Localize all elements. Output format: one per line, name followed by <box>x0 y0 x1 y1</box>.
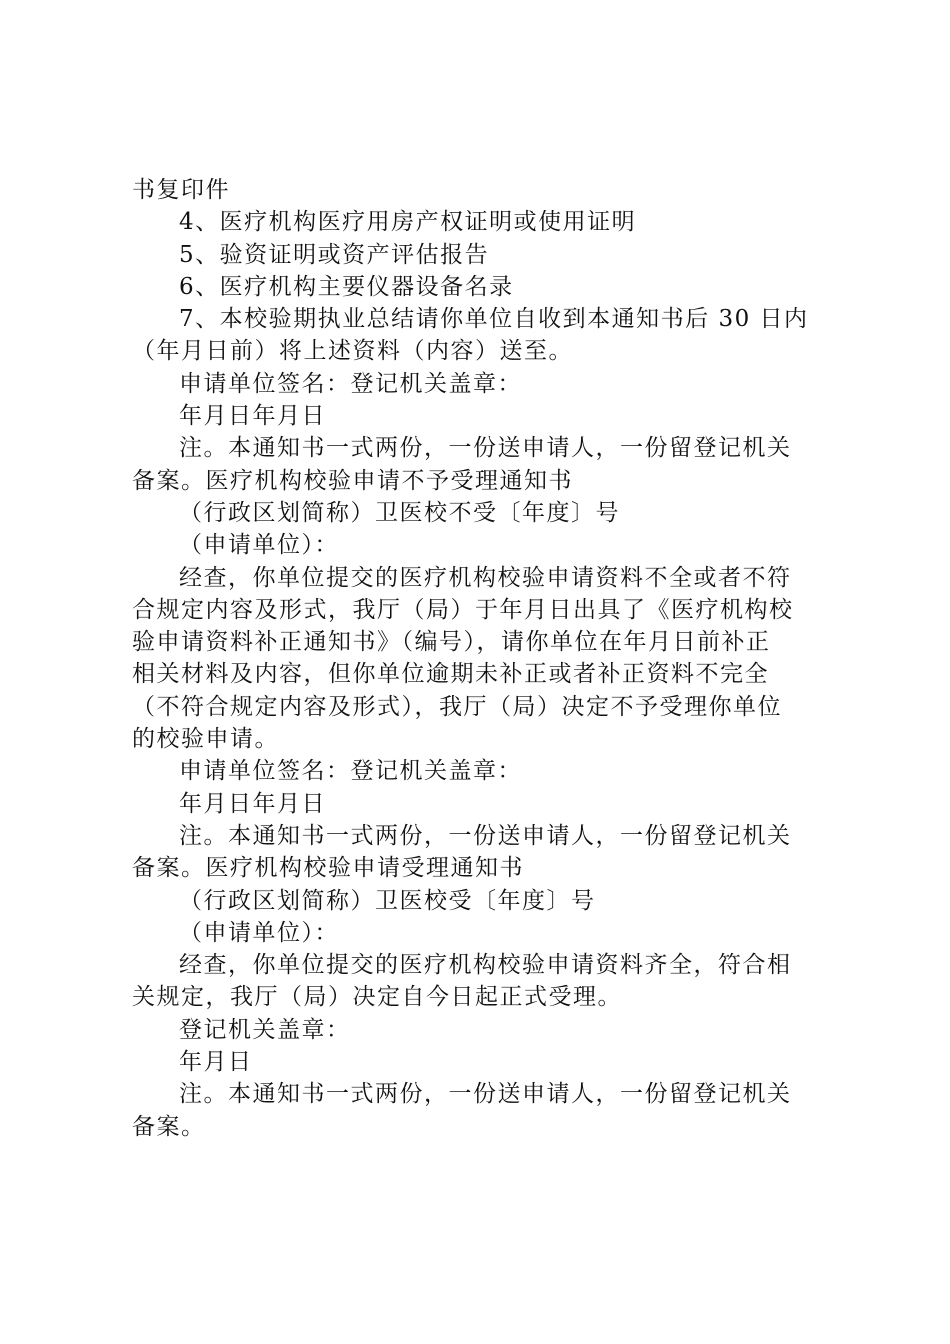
text-line: （年月日前）将上述资料（内容）送至。 <box>132 338 573 365</box>
text-line: 经查，你单位提交的医疗机构校验申请资料不全或者不符 <box>179 564 792 591</box>
text-line: 书复印件 <box>132 177 230 203</box>
text-line: 验申请资料补正通知书》（编号），请你单位在年月日前补正 <box>132 629 771 656</box>
text-line: 年月日 <box>179 1049 253 1076</box>
text-line: 合规定内容及形式，我厅（局）于年月日出具了《医疗机构校 <box>132 596 794 623</box>
text-line: 注。本通知书一式两份，一份送申请人，一份留登记机关 <box>179 822 792 849</box>
text-line: （不符合规定内容及形式），我厅（局）决定不予受理你单位 <box>132 693 782 720</box>
text-line: 4、医疗机构医疗用房产权证明或使用证明 <box>179 209 637 236</box>
text-line: 备案。 <box>132 1113 206 1140</box>
text-line: 相关材料及内容，但你单位逾期未补正或者补正资料不完全 <box>132 661 769 688</box>
text-line: 年月日年月日 <box>179 403 326 430</box>
text-line: 申请单位签名：登记机关盖章： <box>179 758 522 785</box>
text-line: 注。本通知书一式两份，一份送申请人，一份留登记机关 <box>179 435 792 462</box>
text-line: （行政区划简称）卫医校不受〔年度〕号 <box>179 499 620 526</box>
text-line: 申请单位签名：登记机关盖章： <box>179 370 522 397</box>
document-body <box>132 174 832 1143</box>
text-line: 备案。医疗机构校验申请受理通知书 <box>132 855 524 882</box>
text-line: 备案。医疗机构校验申请不予受理通知书 <box>132 467 573 494</box>
text-line: 关规定，我厅（局）决定自今日起正式受理。 <box>132 984 622 1011</box>
text-line: 5、验资证明或资产评估报告 <box>179 241 490 268</box>
text-line: （申请单位）： <box>179 532 339 559</box>
text-line: 6、医疗机构主要仪器设备名录 <box>179 273 514 300</box>
text-line: （行政区划简称）卫医校受〔年度〕号 <box>179 887 596 914</box>
text-line: 7、本校验期执业总结请你单位自收到本通知书后 30 日内 <box>179 306 809 333</box>
text-line: 登记机关盖章： <box>179 1016 351 1043</box>
text-line: 注。本通知书一式两份，一份送申请人，一份留登记机关 <box>179 1081 792 1108</box>
text-line: 经查，你单位提交的医疗机构校验申请资料齐全，符合相 <box>179 952 792 979</box>
text-line: 的校验申请。 <box>132 726 279 753</box>
text-line: 年月日年月日 <box>179 790 326 817</box>
text-line: （申请单位）： <box>179 919 339 946</box>
